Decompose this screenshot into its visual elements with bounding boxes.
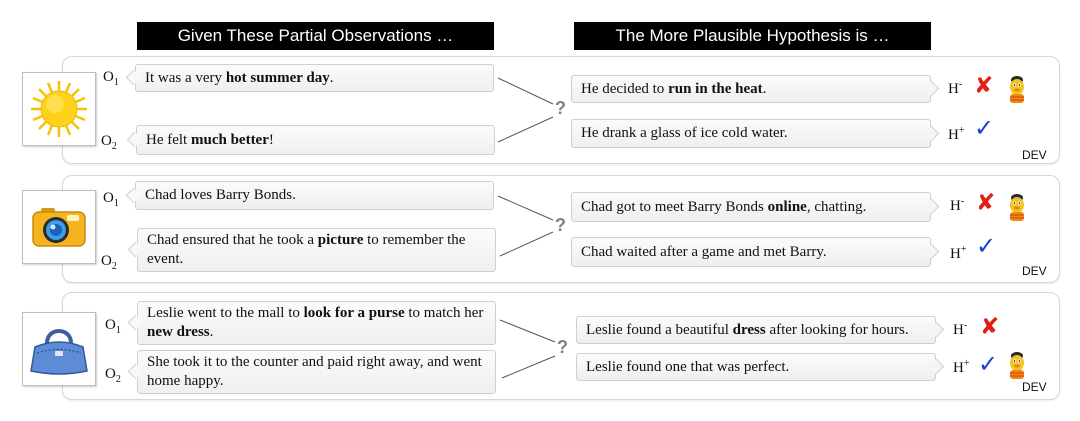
hypothesis-minus-box [576,316,936,344]
sentence-fragment: Chad waited after a game and met Barry. [581,243,827,260]
dev-label: DEV [1022,148,1047,162]
correct-check-icon: ✓ [978,350,999,378]
model-character-icon [1006,192,1028,222]
sentence-fragment: Chad loves Barry Bonds. [145,187,296,203]
sentence-text [145,69,333,88]
hypothesis-plus-label: H+ [950,244,967,262]
sentence-text [147,304,486,342]
wrong-x-icon: ✘ [974,73,994,99]
observation-1-box [135,181,494,210]
dev-label: DEV [1022,264,1047,278]
question-mark: ? [555,98,566,118]
hypothesis-minus-label: H- [948,79,963,97]
sentence-text [147,231,486,269]
hypothesis-minus-box [571,75,931,103]
observation-1-label: $O_1$ [105,317,121,336]
hypothesis-plus-box [571,119,931,148]
hypothesis-minus-box [571,192,931,222]
emphasized-phrase: much better [190,131,269,148]
sentence-fragment: . [209,324,214,340]
sentence-fragment: after looking for hours. [765,321,909,338]
hypothesis-minus-label: H- [950,196,965,214]
observation-1-label: $O_1$ [103,69,119,88]
sentence-fragment: to match her [404,305,484,321]
wrong-x-icon: ✘ [980,314,1000,340]
sentence-text [147,353,486,391]
sentence-fragment: Chad ensured that he took a [147,232,318,248]
emphasized-phrase: hot summer day [225,69,330,86]
camera-icon [22,190,96,264]
model-character-icon [1006,350,1028,380]
observation-2-label: $O_2$ [101,253,117,272]
sentence-fragment: He felt [146,131,191,148]
sentence-text [145,186,296,205]
hypothesis-minus-label: H- [953,320,968,338]
sentence-fragment: It was a very [145,69,226,86]
emphasized-phrase: online [767,198,807,215]
observation-1-box [137,301,496,345]
sentence-fragment: Leslie found a beautiful [586,321,733,338]
wrong-x-icon: ✘ [976,190,996,216]
emphasized-phrase: run in the heat [668,80,763,97]
sentence-fragment: . [329,69,334,86]
observation-2-label: $O_2$ [105,366,121,385]
sentence-text [586,358,789,377]
sentence-fragment: , chatting. [806,198,867,215]
sun-icon [22,72,96,146]
question-mark: ? [555,215,566,235]
sentence-fragment: to remember the event. [147,232,466,267]
observation-2-box [137,350,496,394]
hypothesis-plus-box [571,237,931,267]
header-observations: Given These Partial Observations … [137,22,494,50]
hypothesis-plus-box [576,353,936,381]
emphasized-phrase: picture [317,232,364,248]
purse-icon [22,312,96,386]
sentence-text [581,198,866,217]
sentence-fragment: . [762,80,767,97]
sentence-fragment: ! [268,131,274,148]
observation-1-label: $O_1$ [103,190,119,209]
header-hypothesis: The More Plausible Hypothesis is … [574,22,931,50]
correct-check-icon: ✓ [974,114,995,142]
observation-1-box [135,64,494,92]
emphasized-phrase: look for a purse [303,305,405,321]
observation-2-box [137,228,496,272]
sentence-fragment: He drank a glass of ice cold water. [581,125,788,141]
hypothesis-plus-label: H+ [948,125,965,143]
sentence-text [581,243,827,262]
sentence-fragment: Leslie went to the mall to [147,305,304,321]
sentence-fragment: Chad got to meet Barry Bonds [581,198,768,215]
question-mark: ? [557,337,568,357]
sentence-fragment: Leslie found one that was perfect. [586,358,790,375]
sentence-text [146,131,274,150]
sentence-fragment: He decided to [581,80,669,97]
observation-2-box [136,125,495,155]
emphasized-phrase: new dress [147,324,210,340]
sentence-text [581,80,766,99]
emphasized-phrase: dress [732,321,766,338]
model-character-icon [1006,74,1028,104]
correct-check-icon: ✓ [976,232,997,260]
sentence-text [586,321,909,340]
hypothesis-plus-label: H+ [953,358,970,376]
sentence-text [581,124,788,143]
sentence-fragment: She took it to the counter and paid right away, and went home happy. [147,354,482,389]
dev-label: DEV [1022,380,1047,394]
observation-2-label: $O_2$ [101,133,117,152]
